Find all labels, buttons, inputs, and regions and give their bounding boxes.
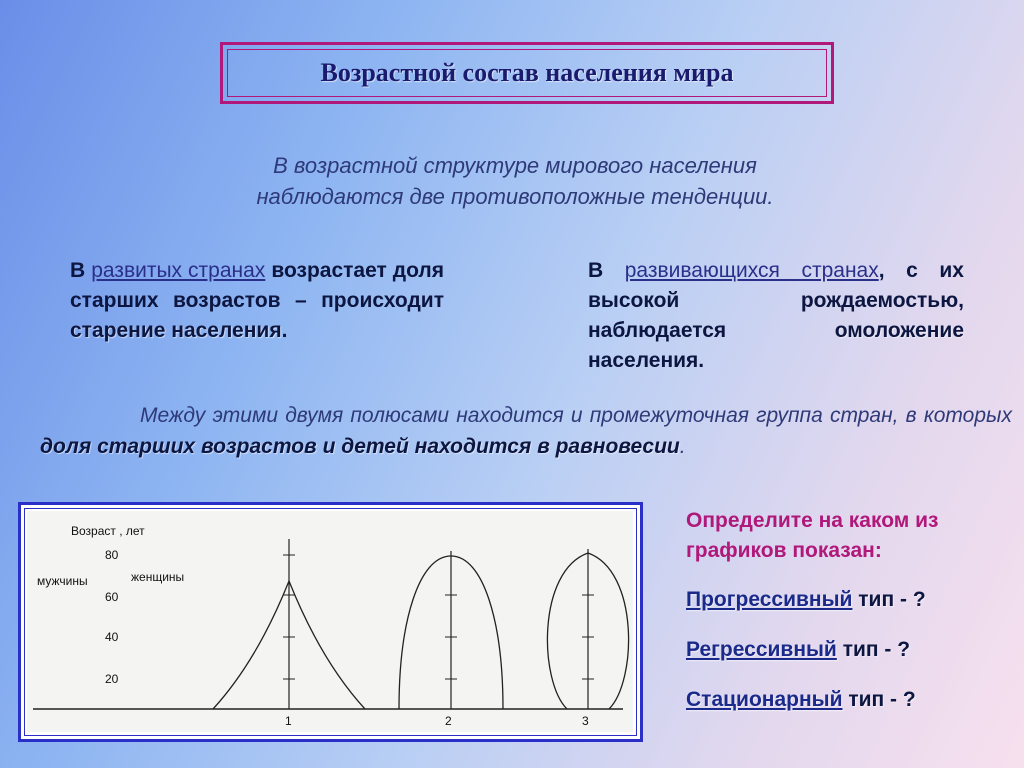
equilibrium-emphasis: доля старших возрастов и детей находится в равновесии [40,435,680,458]
stationary-type-rest: тип - ? [842,688,916,711]
developing-text: , с их высокой рождаемостью, наблюдается [588,259,964,342]
intro-line-1: В возрастной структуре мирового населения [273,153,757,178]
title-box [220,42,834,104]
developed-suffix: . [281,319,288,342]
developing-countries-block [588,256,964,376]
pyramids-svg [27,511,633,732]
women-label: женщины [131,570,185,584]
developing-prefix: В [588,259,625,282]
regressive-type-rest: тип - ? [836,638,911,661]
age-pyramids-figure [18,502,643,742]
progressive-type-name[interactable]: Прогрессивный [686,588,853,611]
progressive-type-line [686,588,926,612]
question-prompt: Определите на каком из графиков показан: [686,509,939,562]
intro-text [150,150,880,212]
middle-group-text [40,400,1012,462]
chart-number-3: 3 [582,714,589,728]
developed-countries-block [70,256,444,346]
tick-80: 80 [105,548,119,562]
men-label: мужчины [37,574,88,588]
progressive-type-rest: тип - ? [852,588,926,611]
age-axis-title: Возраст , лет [71,524,145,538]
developing-suffix: населения. [588,349,705,372]
developed-text: возрастает доля старших возрастов – происходит [70,259,445,312]
developed-prefix: В [70,259,92,282]
stationary-type-name[interactable]: Стационарный [686,688,843,711]
regressive-type-name[interactable]: Регрессивный [686,638,837,661]
developed-countries-link[interactable]: развитых странах [91,259,266,282]
regressive-type-line [686,638,910,662]
middle-text: Между этими двумя полюсами находится и промежуточная группа стран, в которых [140,404,1012,427]
tick-60: 60 [105,590,119,604]
aging-emphasis: старение населения [70,319,282,342]
chart-number-1: 1 [285,714,292,728]
developing-countries-link[interactable]: развивающихся странах [624,259,879,282]
stationary-type-line [686,688,916,712]
tick-40: 40 [105,630,119,644]
intro-line-2: наблюдаются две противоположные тенденции. [256,184,774,209]
middle-suffix: . [679,435,686,458]
chart-number-2: 2 [445,714,452,728]
slide-title: Возрастной состав населения мира [320,58,734,87]
rejuvenation-emphasis: омоложение [834,319,964,342]
tick-20: 20 [105,672,119,686]
